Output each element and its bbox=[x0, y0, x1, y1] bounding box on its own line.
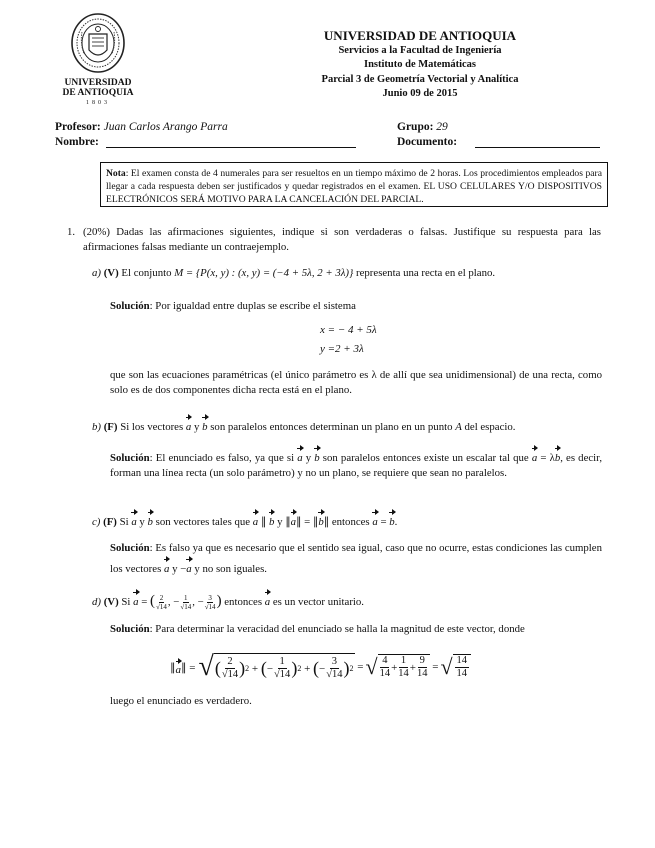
equation-x: x = − 4 + 5λ bbox=[320, 324, 377, 336]
vector-b: b bbox=[202, 414, 207, 435]
exam-title: Parcial 3 de Geometría Vectorial y Analítica bbox=[321, 73, 519, 85]
university-title: UNIVERSIDAD DE ANTIOQUIA bbox=[323, 28, 517, 43]
item-d-statement: d) (V) Si a = ( $\frac{2}{√14}$ , − $\frac{1}{√14}$ , − $\frac{3}{√14}$ ) entonces a es un vector unitario. bbox=[92, 589, 612, 611]
faculty-line: Servicios a la Facultad de Ingeniería bbox=[338, 45, 502, 56]
item-c-solution: Solución: Es falso ya que es necesario que el sentido sea igual, caso que no ocurre, estas condiciones las cumplen los vectores a y −a y no son iguales. bbox=[110, 542, 602, 575]
equation-y: y =2 + 3λ bbox=[320, 343, 364, 355]
note-text: : El examen consta de 4 numerales para ser resueltos en un tiempo máximo de 2 horas. Los procedimientos empleados para llegar a cada respuesta deben ser justificados y quedar registrados en el examen. EL USO CELULARES Y/O DISPOSITIVOS ELECTRÓNICOS SERÁ MOTIVO PARA LA CANCELACIÓN DEL PARCIAL. bbox=[106, 168, 602, 206]
document-row: Documento: bbox=[397, 136, 458, 148]
item-a-solution-outro: que son las ecuaciones paramétricas (el único parámetro es λ de allí que sea unidimensional) de una recta, como solo es de dos componentes dicha recta está en el plano. bbox=[110, 369, 602, 396]
item-d-solution-intro: Solución: Para determinar la veracidad del enunciado se halla la magnitud de este vector, donde bbox=[110, 623, 525, 635]
item-a-solution-intro: Solución: Por igualdad entre duplas se escribe el sistema bbox=[110, 300, 356, 312]
document-field-line[interactable] bbox=[475, 147, 600, 148]
question-1-statement: (20%) Dadas las afirmaciones siguientes, indique si son verdaderas o falsas. Justifique su respuesta para las afirmaciones falsas mediante un contraejemplo. bbox=[83, 226, 601, 253]
item-b-solution: Solución: El enunciado es falso, ya que si a y b son paralelos entonces existe un escalar tal que a = λb, es decir, forman una línea recta (un solo parámetro) y no un plano, se requiere que sean no paralelos. bbox=[110, 445, 602, 481]
item-d-conclusion: luego el enunciado es verdadero. bbox=[110, 695, 252, 707]
question-number: 1. bbox=[67, 226, 76, 238]
vector-a: a bbox=[186, 414, 191, 435]
name-row: Nombre: bbox=[55, 136, 99, 148]
exam-note-box bbox=[100, 162, 608, 207]
note-label: Nota bbox=[106, 168, 126, 179]
exam-header bbox=[260, 28, 580, 102]
professor-row: Profesor: Juan Carlos Arango Parra bbox=[55, 121, 228, 133]
item-c-statement: c) (F) Si a y b son vectores tales que a ∥ b y ∥a∥ = ∥b∥ entonces a = b. bbox=[92, 509, 612, 530]
item-a-statement: a) (V) El conjunto M = {P(x, y) : (x, y) = (−4 + 5λ, 2 + 3λ)} representa una recta en el plano. bbox=[92, 267, 496, 279]
exam-date: Junio 09 de 2015 bbox=[382, 88, 458, 100]
logo-wordmark: UNIVERSIDAD DE ANTIOQUIA 1803 bbox=[62, 78, 134, 106]
magnitude-equation: ∥ a ∥ = √ ( 2 √14 ) 2 + ( − 1 √14 ) 2 + ( − 3 √14 ) 2 = √ 4 14 + 1 14 + 9 14 = √ 14 14 bbox=[170, 645, 570, 689]
university-seal-logo bbox=[70, 12, 126, 74]
name-field-line[interactable] bbox=[106, 147, 356, 148]
item-b-statement: b) (F) Si los vectores a y b son paralelos entonces determinan un plano en un punto A del espacio. bbox=[92, 414, 612, 435]
institute-line: Instituto de Matemáticas bbox=[364, 59, 476, 71]
group-row: Grupo: 29 bbox=[397, 121, 448, 133]
